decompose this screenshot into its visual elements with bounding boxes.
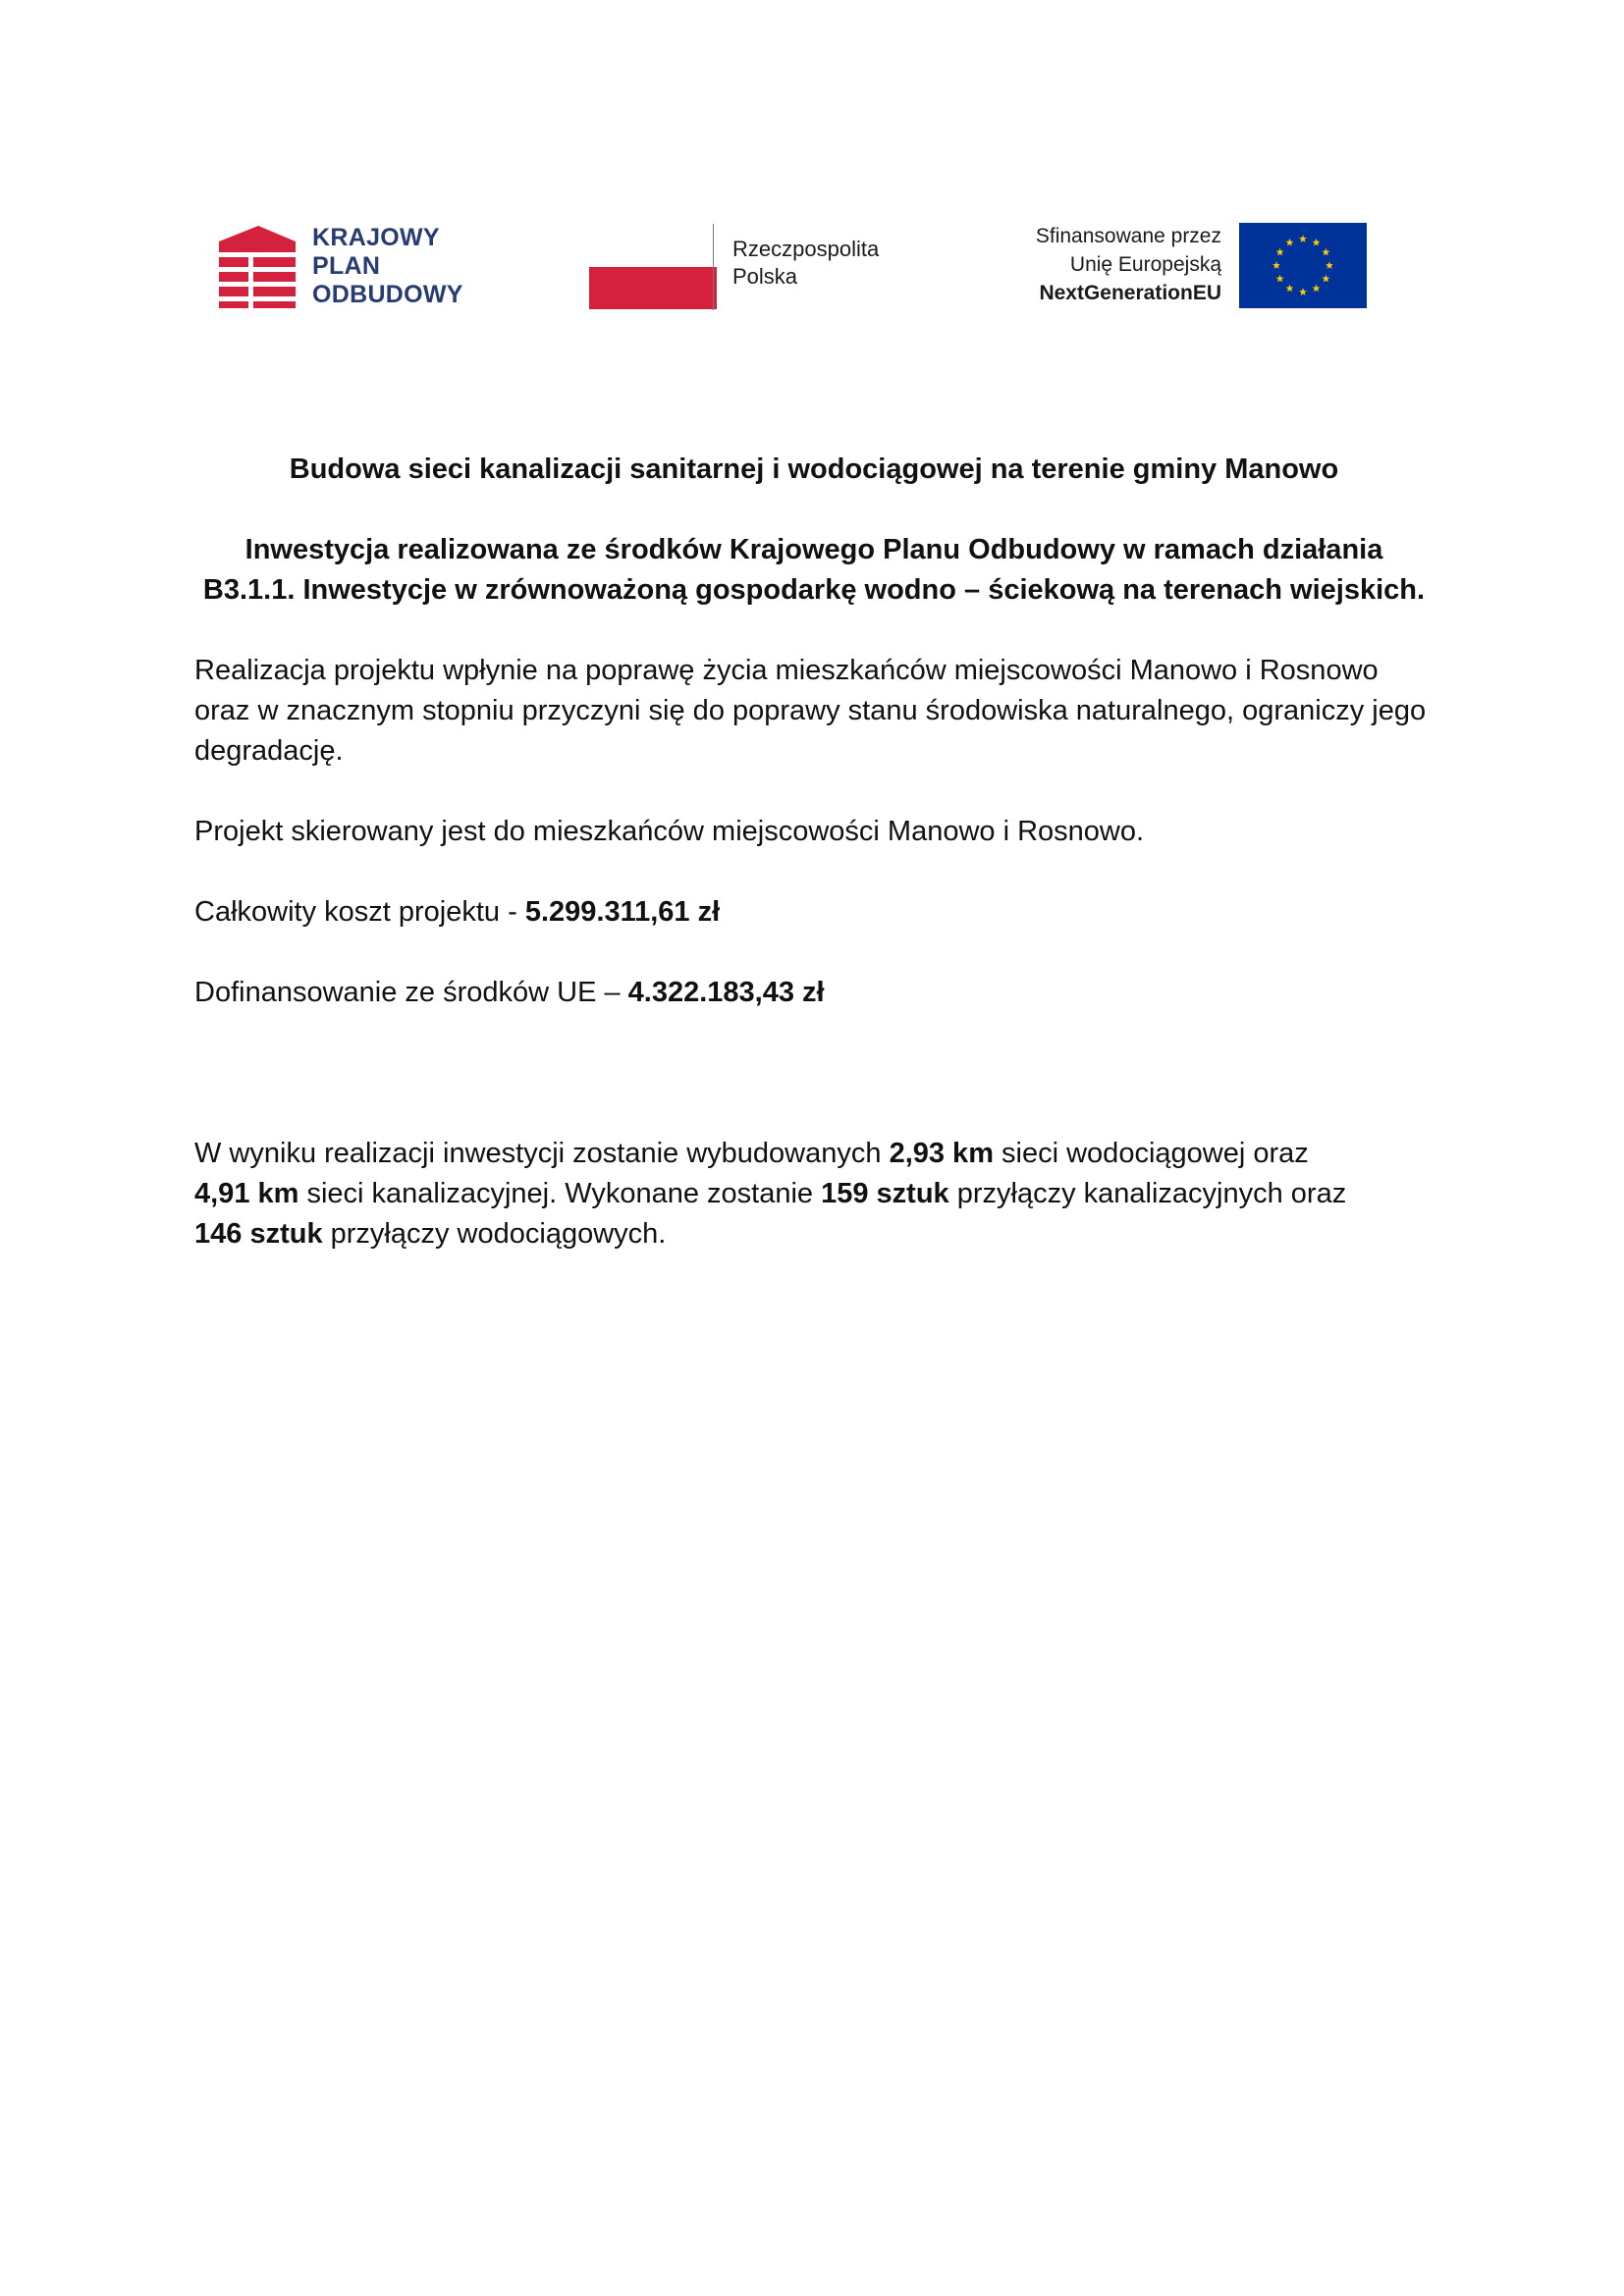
poland-flag-icon — [589, 226, 717, 309]
sewer-network-length: 4,91 km — [194, 1178, 299, 1209]
paragraph-impact: Realizacja projektu wpłynie na poprawę życia mieszkańców miejscowości Manowo i Rosnowo oraz w znacznym stopniu przyczyni się do poprawy stanu środowiska naturalnego, ograniczy jego degradację. — [194, 655, 1427, 767]
paragraph-results — [194, 1134, 1434, 1255]
document-body — [194, 450, 1434, 1255]
kpo-logo-line: PLAN — [312, 252, 381, 280]
document-subtitle — [194, 530, 1434, 611]
sewer-connections-count: 159 sztuk — [821, 1178, 949, 1209]
kpo-logo-line: ODBUDOWY — [312, 281, 463, 308]
logo-strip — [0, 0, 1624, 353]
poland-logo-text — [732, 236, 879, 291]
kpo-logo-text — [312, 224, 463, 309]
eu-funding-label: Dofinansowanie ze środków UE – — [194, 977, 628, 1008]
document-title: Budowa sieci kanalizacji sanitarnej i wodociągowej na terenie gminy Manowo — [289, 454, 1339, 485]
results-text: W wyniku realizacji inwestycji zostanie wybudowanych — [194, 1138, 890, 1169]
results-text: przyłączy wodociągowych. — [322, 1218, 667, 1250]
eu-flag-icon — [1239, 223, 1367, 308]
subtitle-line: B3.1.1. Inwestycje w zrównoważoną gospodarkę wodno – ściekową na terenach wiejskich. — [202, 574, 1426, 606]
poland-logo-divider — [713, 224, 714, 310]
subtitle-line: Inwestycja realizowana ze środków Krajowego Planu Odbudowy w ramach działania — [244, 534, 1383, 565]
eu-logo-line: Sfinansowane przez — [1035, 225, 1221, 247]
kpo-logo-mark — [219, 226, 296, 308]
eu-funding-value: 4.322.183,43 zł — [627, 977, 825, 1008]
total-cost-label: Całkowity koszt projektu - — [194, 896, 525, 928]
total-cost-line — [194, 892, 1434, 933]
water-connections-count: 146 sztuk — [194, 1218, 323, 1250]
total-cost-value: 5.299.311,61 zł — [524, 896, 721, 928]
poland-logo-line: Polska — [732, 264, 798, 289]
results-text: sieci kanalizacyjnej. Wykonane zostanie — [298, 1178, 822, 1209]
poland-logo-line: Rzeczpospolita — [732, 237, 880, 261]
paragraph-target: Projekt skierowany jest do mieszkańców miejscowości Manowo i Rosnowo. — [194, 816, 1145, 847]
eu-funding-line — [194, 973, 1434, 1013]
kpo-logo-line: KRAJOWY — [312, 224, 440, 251]
results-text: sieci wodociągowej oraz — [993, 1138, 1309, 1169]
water-network-length: 2,93 km — [889, 1138, 994, 1169]
eu-logo-line: Unię Europejską — [1069, 253, 1221, 276]
eu-logo-line: NextGenerationEU — [1039, 282, 1221, 304]
results-text: przyłączy kanalizacyjnych oraz — [948, 1178, 1347, 1209]
eu-logo-text — [1036, 222, 1221, 307]
